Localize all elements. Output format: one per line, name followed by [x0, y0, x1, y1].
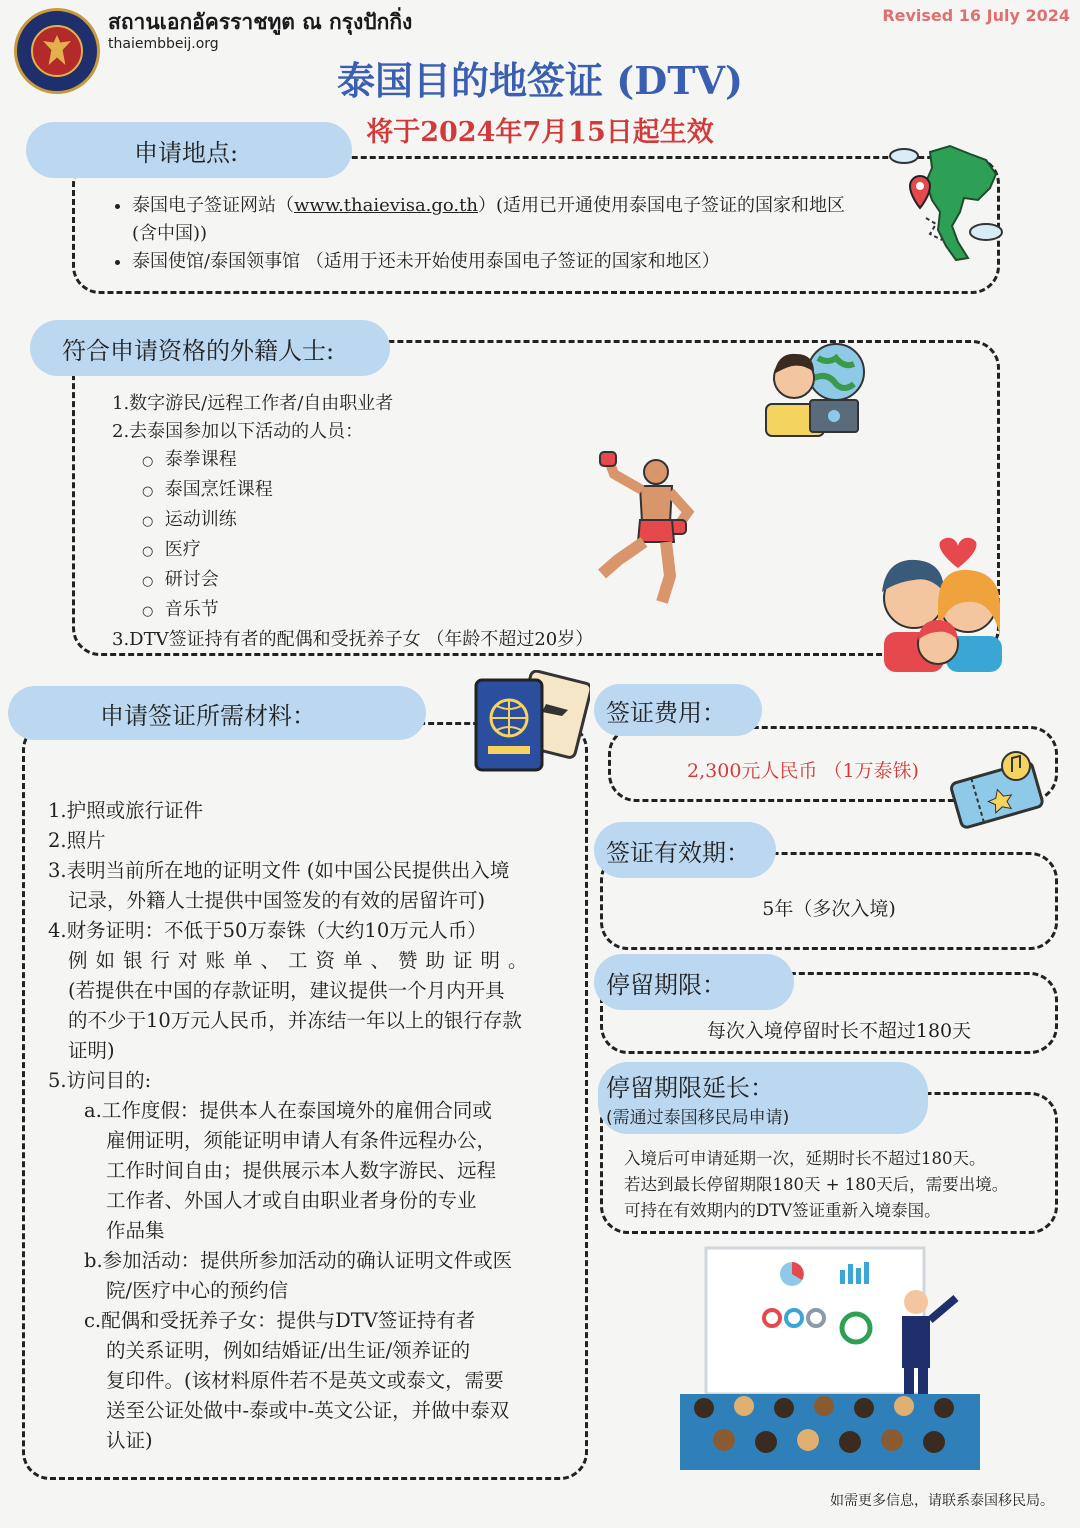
material-item: 1.护照或旅行证件	[48, 799, 204, 822]
eligibility-list	[112, 390, 593, 654]
purpose-c: c.配偶和受抚养子女：提供与DTV签证持有者	[84, 1309, 476, 1332]
eligibility-item-1: 1.数字游民/远程工作者/自由职业者	[112, 393, 394, 414]
list-item: ○ 泰拳课程	[142, 449, 237, 470]
eligibility-item-2: 2.去泰国参加以下活动的人员：	[112, 421, 364, 442]
revised-date: Revised 16 July 2024	[882, 6, 1070, 25]
embassy-name: สถานเอกอัครราชทูต ณ กรุงปักกิ่ง	[108, 10, 413, 34]
footer-note: 如需更多信息，请联系泰国移民局。	[830, 1493, 1054, 1509]
evisa-link[interactable]: www.thaievisa.go.th	[294, 195, 478, 216]
material-item: 5.访问目的:	[48, 1069, 152, 1092]
list-item: • 泰国使馆/泰国领事馆 （适用于还未开始使用泰国电子签证的国家和地区）	[132, 248, 868, 276]
validity-heading	[594, 822, 776, 878]
material-item: 4.财务证明：不低于50万泰铢（大约10万元人币）	[48, 919, 487, 942]
list-item: ○ 泰国烹饪课程	[142, 479, 273, 500]
apply-location-heading-text: 申请地点:	[134, 138, 239, 167]
validity-value: 5年（多次入境)	[762, 898, 896, 920]
digital-nomad-icon	[760, 338, 868, 440]
purpose-a: a.工作度假：提供本人在泰国境外的雇佣合同或	[84, 1099, 492, 1122]
extension-line: 入境后可申请延期一次，延期时长不超过180天。	[624, 1149, 986, 1168]
apply-location-heading	[26, 122, 352, 178]
muay-thai-boxer-icon	[592, 450, 702, 610]
purpose-b: b.参加活动：提供所参加活动的确认证明文件或医	[84, 1249, 513, 1272]
fee-heading	[594, 684, 762, 736]
eligibility-item-3: 3.DTV签证持有者的配偶和受抚养子女 （年龄不超过20岁）	[112, 629, 594, 650]
stay-heading-text: 停留期限：	[606, 970, 726, 999]
material-item: 3.表明当前所在地的证明文件 (如中国公民提供出入境	[48, 859, 510, 882]
extension-note: (需通过泰国移民局申请)	[606, 1108, 790, 1128]
list-item: • 泰国电子签证网站（www.thaievisa.go.th）(适用已开通使用泰国电子签证的国家和地区 (含中国))	[132, 192, 868, 248]
extension-heading-text: 停留期限延长：	[606, 1074, 774, 1102]
material-item: 2.照片	[48, 829, 106, 852]
list-item: ○ 医疗	[142, 539, 201, 560]
extension-line: 若达到最长停留期限180天 + 180天后，需要出境。	[624, 1175, 1009, 1194]
validity-heading-text: 签证有效期：	[606, 838, 750, 867]
apply-location-list	[108, 192, 868, 276]
stay-heading	[594, 954, 794, 1010]
stay-value: 每次入境停留时长不超过180天	[706, 1020, 972, 1042]
embassy-website[interactable]: thaiembbeij.org	[108, 36, 219, 52]
fee-value: 2,300元人民币 （1万泰铢)	[687, 760, 919, 782]
seminar-presentation-icon	[680, 1244, 980, 1470]
family-icon	[876, 532, 1006, 676]
materials-heading	[8, 686, 426, 740]
thailand-map-icon	[886, 142, 1010, 266]
activity-list	[112, 446, 593, 626]
materials-list: 1.护照或旅行证件 2.照片 3.表明当前所在地的证明文件 (如中国公民提供出入境 记录，外籍人士提供中国签发的有效的居留许可) 4.财务证明：不低于50万泰铢（大约10万元人币） 例如银行对账单、工资单、赞助证明。 (若提供在中国的存款证明，建议提供一个月内开具 的不少于10万元人民币，并冻结一年以上的银行存款 证明) 5.访问目的: a.工作度假：提供本人在泰国境外的雇佣合同或 雇佣证明，须能证明申请人有条件远程办公， 工作时间自由；提供展示本人数字游民、远程 工作者、外国人才或自由职业者身份的专业 作品集 b.参加活动：提供所参加活动的确认证明文件或医 院/医疗中心的预约信 c.配偶和受抚养子女：提供与DTV签证持有者 的关系证明，例如结婚证/出生证/领养证的 复印件。(该材料原件若不是英文或泰文，需要 送至公证处做中-泰或中-英文公证，并做中泰双 认证)	[48, 796, 574, 1456]
list-item: ○ 研讨会	[142, 569, 219, 590]
materials-heading-text: 申请签证所需材料：	[100, 701, 316, 730]
extension-line: 可持在有效期内的DTV签证重新入境泰国。	[624, 1201, 941, 1220]
page-title: 泰国目的地签证 (DTV)	[337, 58, 743, 103]
ticket-music-icon	[946, 746, 1046, 838]
list-item: ○ 运动训练	[142, 509, 237, 530]
extension-heading	[598, 1062, 928, 1134]
fee-heading-text: 签证费用：	[606, 698, 726, 727]
effective-date: 将于2024年7月15日起生效	[366, 117, 714, 148]
eligibility-heading	[30, 320, 390, 376]
eligibility-heading-text: 符合申请资格的外籍人士:	[62, 336, 335, 365]
extension-details	[624, 1146, 1052, 1224]
passport-ticket-icon	[466, 670, 590, 778]
list-item: ○ 音乐节	[142, 599, 219, 620]
